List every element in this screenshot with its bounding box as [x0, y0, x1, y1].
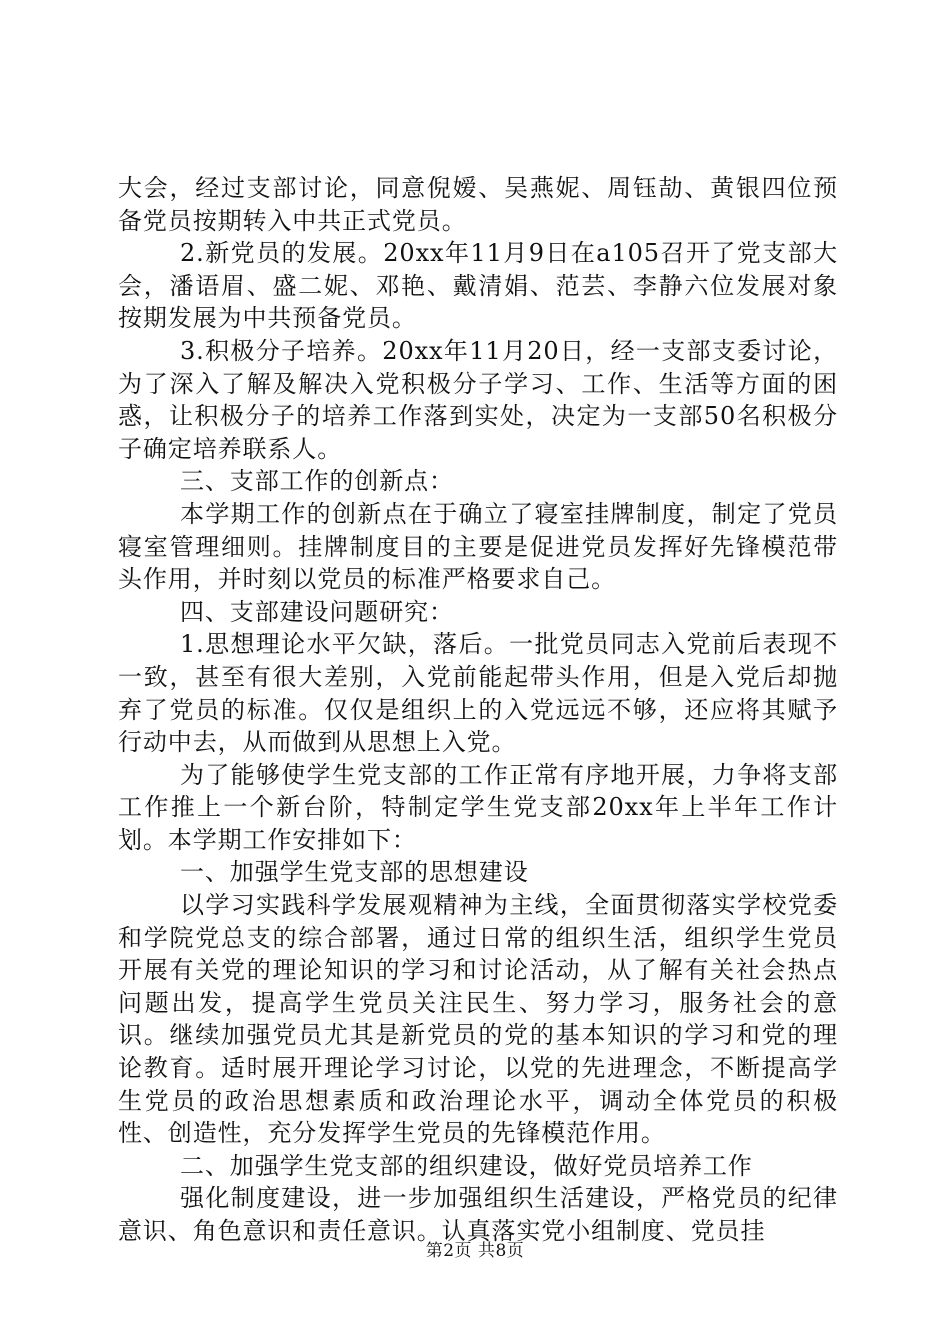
paragraph: 本学期工作的创新点在于确立了寝室挂牌制度，制定了党员寝室管理细则。挂牌制度目的主要是促进党员发挥好先锋模范带头作用，并时刻以党员的标准严格要求自己。: [118, 499, 838, 594]
paragraph: 3.积极分子培养。20xx年11月20日，经一支部支委讨论，为了深入了解及解决入党积极分子学习、工作、生活等方面的困惑，让积极分子的培养工作落到实处，决定为一支部50名积极分子确定培养联系人。: [118, 336, 838, 463]
paragraph: 大会，经过支部讨论，同意倪嫒、吴燕妮、周钰劼、黄银四位预备党员按期转入中共正式党员。: [118, 174, 838, 235]
paragraph: 一、加强学生党支部的思想建设: [180, 858, 529, 887]
paragraph: 三、支部工作的创新点：: [180, 467, 454, 496]
paragraph: 二、加强学生党支部的组织建设，做好党员培养工作: [180, 1151, 753, 1180]
page-footer: 第2页 共8页: [425, 1241, 525, 1261]
paragraph: 四、支部建设问题研究：: [180, 597, 454, 626]
paragraph: 为了能够使学生党支部的工作正常有序地开展，力争将支部工作推上一个新台阶，特制定学生党支部20xx年上半年工作计划。本学期工作安排如下：: [118, 760, 838, 854]
paragraph: 以学习实践科学发展观精神为主线，全面贯彻落实学校党委和学院党总支的综合部署，通过日常的组织生活，组织学生党员开展有关党的理论知识的学习和讨论活动，从了解有关社会热点问题出发，提高学生党员关注民生、努力学习，服务社会的意识。继续加强党员尤其是新党员的党的基本知识的学习和党的理论教育。适时展开理论学习讨论，以党的先进理念，不断提高学生党员的政治思想素质和政治理论水平，调动全体党员的积极性、创造性，充分发挥学生党员的先锋模范作用。: [118, 891, 838, 1148]
paragraph: 2.新党员的发展。20xx年11月9日在a105召开了党支部大会，潘语眉、盛二妮、邓艳、戴清娟、范芸、李静六位发展对象按期发展为中共预备党员。: [118, 239, 838, 333]
paragraph: 强化制度建设，进一步加强组织生活建设，严格党员的纪律意识、角色意识和责任意识。认真落实党小组制度、党员挂: [118, 1184, 838, 1245]
paragraph: 1.思想理论水平欠缺，落后。一批党员同志入党前后表现不一致，甚至有很大差别，入党前能起带头作用，但是入党后却抛弃了党员的标准。仅仅是组织上的入党远远不够，还应将其赋予行动中去，从而做到从思想上入党。: [118, 630, 838, 757]
document-body: [118, 172, 838, 1248]
